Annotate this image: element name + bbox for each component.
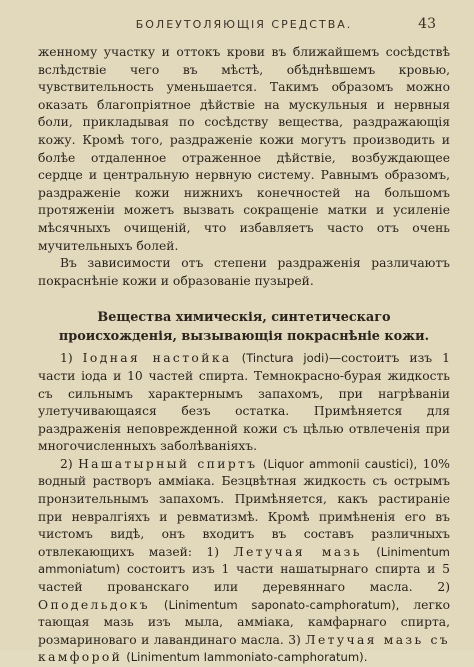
item-2-sub-1-latin: (Linimentum ammoniatum) <box>38 544 450 577</box>
section-heading: Вещества химическія, синтетическаго происхожденія, вызывающія покраснѣніе кожи. <box>58 310 430 345</box>
item-1-number: 1) <box>60 351 73 366</box>
second-paragraph: Въ зависимости отъ степени раздраженія различаютъ покраснѣніе кожи и образованіе пузырей. <box>38 256 450 288</box>
intro-paragraph: женному участку и оттокъ крови въ ближайшемъ сосѣдствѣ вслѣдствіе чего въ мѣстѣ, обѣднѣвшемъ кровью, чувствительность уменьшается. Такимъ образомъ можно оказать благопріятное дѣйствіе на мускульныя и нервныя боли, прикладывая по сосѣдству вещества, раздражающія кожу. Кромѣ того, раздраженіе кожи могутъ производить и болѣе отдаленное отраженное дѣйствіе, возбуждающее сердце и центральную нервную систему. Равнымъ образомъ, раздраженіе кожи нижнихъ конечностей на большомъ протяженіи можетъ вызвать сокращеніе матки и усиленіе мѣсячныхъ очищеній, что избавляетъ часто отъ очень мучительныхъ болей. <box>38 45 450 253</box>
item-2-number: 2) <box>60 456 73 471</box>
item-2-name: Нашатырный спиртъ <box>78 456 258 471</box>
item-2-latin: (Liquor ammonii caustici), <box>262 456 418 471</box>
running-title: БОЛЕУТОЛЯЮЩІЯ СРЕДСТВА. <box>135 18 353 31</box>
item-2-text-2: состоитъ изъ 1 части нашатырнаго спирта и 5 частей прованскаго или деревяннаго масла. 2) <box>38 562 450 595</box>
item-2-text-3: легко тающая мазь изъ мыла, аммiака, камфарнаго спирта, розмариноваго и лавандинаго масла. 3) <box>38 597 450 647</box>
item-2-paragraph <box>38 456 450 667</box>
item-2-sub-3-latin: (Linimentum Iammoniato-camphoratum). <box>126 650 368 665</box>
body-text <box>38 44 450 667</box>
item-2-sub-2-name: Оподельдокъ <box>38 597 150 612</box>
item-2-sub-3-name: Летучая мазь съ камфорой <box>38 632 450 665</box>
page-header <box>38 18 450 36</box>
item-1-text: —состоитъ изъ 1 части іода и 10 частей спирта. Темнокрасно-бурая жидкость съ сильнымъ характернымъ запахомъ, при нагрѣваніи улетучивающаяся безъ остатка. Примѣняется для раздраженія неповрежденной кожи съ цѣлью отвлеченія при многочисленныхъ заболѣваніяхъ. <box>38 351 450 454</box>
item-1-paragraph <box>38 350 450 456</box>
item-1-name: Іодная настойка <box>82 351 232 366</box>
page-number: 43 <box>418 16 436 32</box>
item-1-latin: (Tinctura jodi) <box>241 351 329 366</box>
item-2-sub-2-latin: (Linimentum saponato-camphoratum), <box>163 597 400 612</box>
item-2-text-1: 10% водный растворъ аммiака. Безцвѣтная жидкость съ острымъ пронзительнымъ запахомъ. Примѣняется, какъ растираніе при невралгіяхъ и ревматизмѣ. Кромѣ примѣненія его въ чистомъ видѣ, онъ входитъ въ составъ различныхъ отвлекающихъ мазей: 1) <box>38 456 450 559</box>
item-2-sub-1-name: Летучая мазь <box>233 544 362 559</box>
